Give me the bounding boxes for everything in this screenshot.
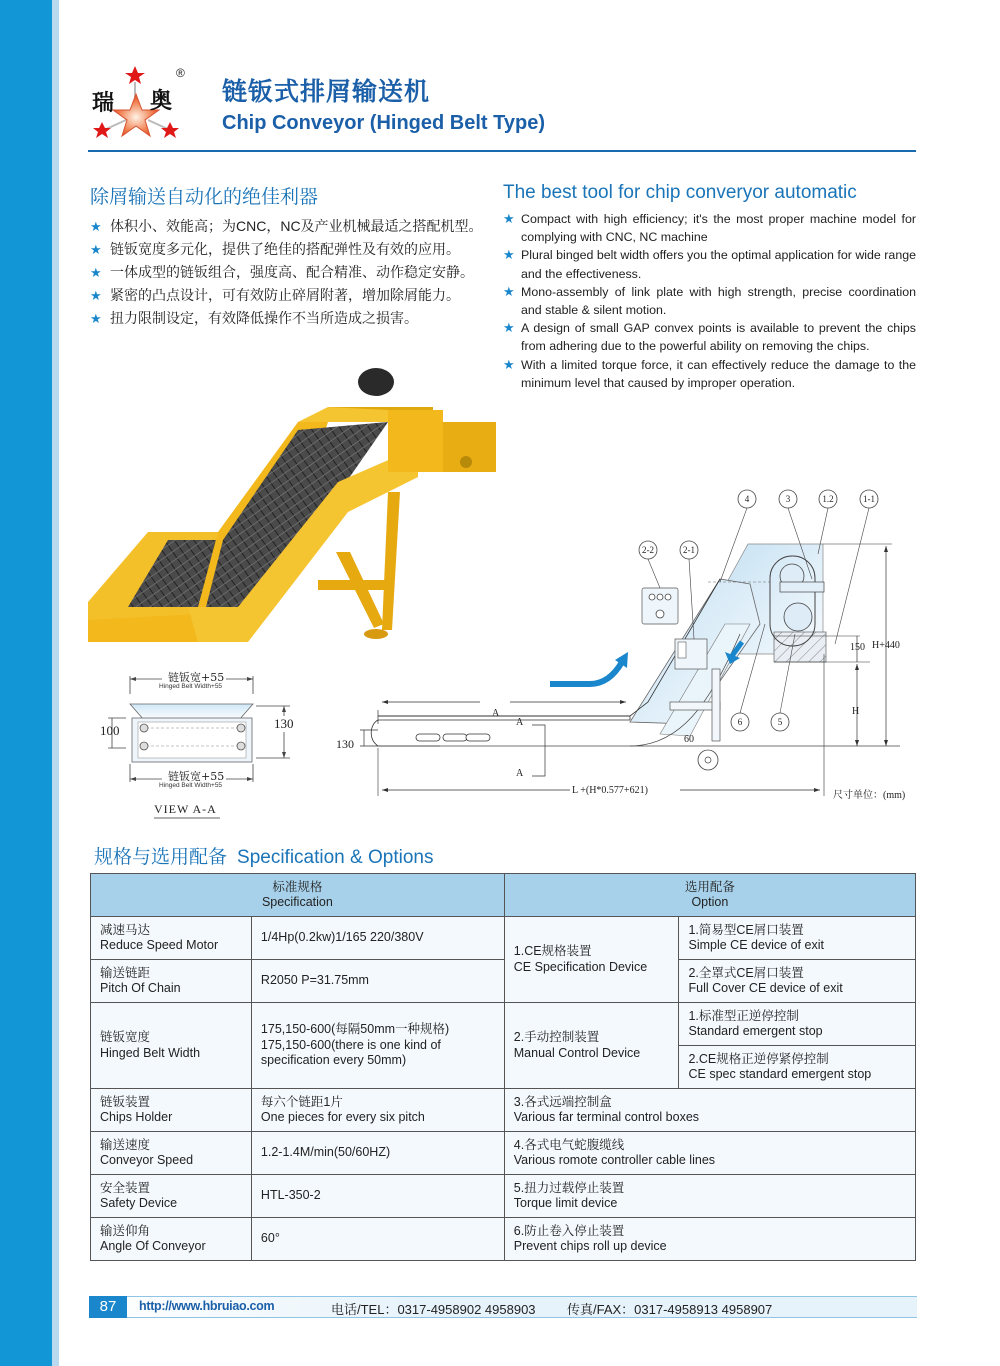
option-sub: 2.全罩式CE屑口装置 Full Cover CE device of exit bbox=[679, 960, 916, 1003]
table-row bbox=[91, 1132, 916, 1175]
spec-label: 减速马达 Reduce Speed Motor bbox=[91, 917, 252, 960]
side-color-bar-light bbox=[52, 0, 59, 1366]
star-bullet-icon: ★ bbox=[90, 265, 102, 280]
list-item: ★ Plural binged belt width offers you the optimal application for wide range and the effectiveness. bbox=[503, 247, 916, 281]
telephone: 电话/TEL：0317-4958902 4958903 bbox=[331, 1302, 536, 1317]
list-item: ★ 链钣宽度多元化，提供了绝佳的搭配弹性及有效的应用。 bbox=[90, 238, 495, 261]
dim-60: 60 bbox=[684, 734, 694, 745]
list-item: ★ A design of small GAP convex points is available to prevent the chips from adhering due to the powerful ability on removing the chips. bbox=[503, 320, 916, 354]
page-title-cn: 链钣式排屑输送机 bbox=[222, 78, 431, 106]
bottom-dim-en: Hinged Belt Width+55 bbox=[159, 782, 223, 789]
fax: 传真/FAX：0317-4958913 4958907 bbox=[567, 1302, 773, 1317]
section-a-top: A bbox=[492, 708, 500, 719]
star-bullet-icon: ★ bbox=[503, 211, 515, 226]
list-item: ★ Mono-assembly of link plate with high strength, precise coordination and stable & silent motion. bbox=[503, 283, 916, 318]
list-item: ★ Compact with high efficiency; it's the most proper machine model for complying with CNC, NC machine bbox=[503, 211, 916, 245]
spec-section-title bbox=[94, 842, 433, 869]
intro-cn-list bbox=[90, 215, 495, 330]
spec-label: 链钣装置 Chips Holder bbox=[91, 1089, 252, 1132]
list-item: ★ 紧密的凸点设计，可有效防止碎屑附著，增加除屑能力。 bbox=[90, 284, 495, 307]
table-row bbox=[91, 1003, 916, 1046]
option-item: 3.各式远端控制盒 Various far terminal control boxes bbox=[504, 1089, 915, 1132]
intro-cn-heading: 除屑输送自动化的绝佳利器 bbox=[90, 187, 319, 208]
right-dim: 130 bbox=[274, 716, 294, 731]
view-caption: VIEW A-A bbox=[154, 802, 217, 816]
spec-value: R2050 P=31.75mm bbox=[251, 960, 504, 1003]
option-sub: 2.CE规格正逆停紧停控制 CE spec standard emergent stop bbox=[679, 1046, 916, 1089]
list-item: ★ 扭力限制设定，有效降低操作不当所造成之损害。 bbox=[90, 307, 495, 330]
spec-value: 175,150-600(每隔50mm一种规格) 175,150-600(there is one kind of specification every 50mm) bbox=[251, 1003, 504, 1089]
logo-text-right: 奥 bbox=[150, 88, 173, 114]
page-title-en: Chip Conveyor (Hinged Belt Type) bbox=[222, 112, 545, 134]
option-group: 1.CE规格装置 CE Specification Device bbox=[504, 917, 679, 1003]
spec-title-en: Specification & Options bbox=[237, 847, 434, 868]
callout-3: 3 bbox=[785, 494, 791, 504]
spec-value: 1/4Hp(0.2kw)1/165 220/380V bbox=[251, 917, 504, 960]
option-item: 6.防止卷入停止装置 Prevent chips roll up device bbox=[504, 1218, 915, 1261]
callout-5: 5 bbox=[777, 717, 783, 727]
star-bullet-icon: ★ bbox=[90, 288, 102, 303]
spec-label: 输送仰角 Angle Of Conveyor bbox=[91, 1218, 252, 1261]
section-a-bottom: A bbox=[516, 768, 524, 779]
technical-drawing bbox=[330, 484, 920, 804]
spec-value: 60° bbox=[251, 1218, 504, 1261]
list-item: ★ 体积小、效能高；为CNC，NC及产业机械最适之搭配机型。 bbox=[90, 215, 495, 238]
option-group: 2.手动控制装置 Manual Control Device bbox=[504, 1003, 679, 1089]
callout-2-1: 2-1 bbox=[683, 545, 695, 555]
callout-6: 6 bbox=[737, 717, 743, 727]
table-row bbox=[91, 917, 916, 960]
section-a-mid: A bbox=[516, 717, 524, 728]
option-item: 4.各式电气蛇腹缆线 Various romote controller cable lines bbox=[504, 1132, 915, 1175]
left-dim: 100 bbox=[100, 723, 120, 738]
option-item: 5.扭力过载停止装置 Torque limit device bbox=[504, 1175, 915, 1218]
logo-text-left: 瑞 bbox=[92, 90, 115, 116]
callout-2-2: 2-2 bbox=[642, 545, 654, 555]
spec-label: 链钣宽度 Hinged Belt Width bbox=[91, 1003, 252, 1089]
table-row bbox=[91, 960, 916, 1003]
table-row bbox=[91, 1089, 916, 1132]
star-bullet-icon: ★ bbox=[503, 247, 515, 263]
page-number: 87 bbox=[89, 1296, 127, 1318]
header-divider bbox=[88, 150, 916, 152]
unit-note: 尺寸单位：(mm) bbox=[833, 790, 906, 801]
dim-h: H bbox=[852, 706, 860, 717]
registered-mark: ® bbox=[176, 66, 185, 80]
spec-value: 1.2-1.4M/min(50/60HZ) bbox=[251, 1132, 504, 1175]
list-item: ★ With a limited torque force, it can effectively reduce the damage to the minimum level that caused by improper operation. bbox=[503, 356, 916, 390]
brand-logo bbox=[88, 64, 188, 144]
bottom-dim-cn: 链钣宽+55 bbox=[168, 770, 225, 783]
intro-en-section bbox=[503, 182, 916, 392]
table-row bbox=[91, 1218, 916, 1261]
page-footer bbox=[89, 1296, 917, 1318]
option-sub: 1.标准型正逆停控制 Standard emergent stop bbox=[679, 1003, 916, 1046]
spec-label: 安全装置 Safety Device bbox=[91, 1175, 252, 1218]
spec-title-cn: 规格与选用配备 bbox=[94, 847, 228, 868]
option-sub: 1.简易型CE屑口装置 Simple CE device of exit bbox=[679, 917, 916, 960]
callout-1-1: 1-1 bbox=[863, 494, 875, 504]
spec-label: 输送速度 Conveyor Speed bbox=[91, 1132, 252, 1175]
dim-130: 130 bbox=[336, 737, 354, 751]
website-link[interactable]: http://www.hbruiao.com bbox=[139, 1299, 275, 1313]
callout-1-2: 1.2 bbox=[822, 494, 834, 504]
top-dim-cn: 链钣宽+55 bbox=[168, 671, 225, 684]
callout-4: 4 bbox=[744, 494, 750, 504]
dim-h440: H+440 bbox=[872, 640, 900, 651]
list-item: ★ 一体成型的链钣组合，强度高、配合精准、动作稳定安静。 bbox=[90, 261, 495, 284]
intro-en-heading: The best tool for chip converyor automatic bbox=[503, 182, 857, 203]
table-header-row bbox=[91, 874, 916, 917]
star-bullet-icon: ★ bbox=[90, 311, 102, 326]
top-dim-en: Hinged Belt Width+55 bbox=[159, 683, 223, 690]
spec-table bbox=[90, 873, 916, 1261]
view-aa-drawing bbox=[96, 668, 306, 823]
side-color-bar bbox=[0, 0, 52, 1366]
dim-150: 150 bbox=[850, 642, 865, 653]
star-bullet-icon: ★ bbox=[503, 320, 515, 336]
spec-label: 输送链距 Pitch Of Chain bbox=[91, 960, 252, 1003]
star-bullet-icon: ★ bbox=[503, 356, 515, 372]
star-bullet-icon: ★ bbox=[90, 242, 102, 257]
length-formula: L +(H*0.577+621) bbox=[572, 785, 648, 796]
spec-value: 每六个链距1片 One pieces for every six pitch bbox=[251, 1089, 504, 1132]
star-bullet-icon: ★ bbox=[503, 283, 515, 299]
header-spec: 标准规格 Specification bbox=[91, 874, 505, 917]
star-bullet-icon: ★ bbox=[90, 219, 102, 234]
intro-en-list bbox=[503, 210, 916, 392]
spec-value: HTL-350-2 bbox=[251, 1175, 504, 1218]
intro-cn-section bbox=[90, 182, 495, 330]
header-option: 选用配备 Option bbox=[504, 874, 915, 917]
table-row bbox=[91, 1175, 916, 1218]
